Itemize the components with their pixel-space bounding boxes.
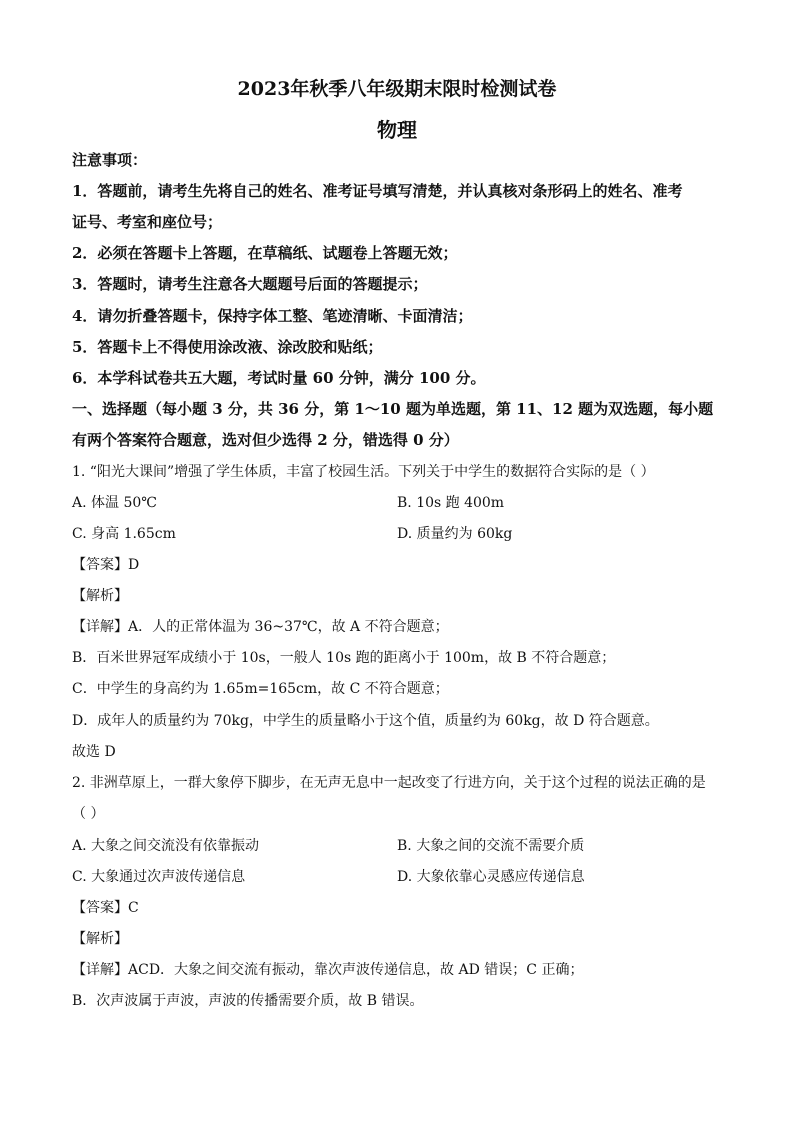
notice-item-1b: 证号、考室和座位号；	[72, 213, 223, 231]
question-1-detail-4: D．成年人的质量约为 70kg，中学生的质量略小于这个值，质量约为 60kg，故 D 符合题意。	[72, 713, 659, 729]
question-2-option-c: C. 大象通过次声波传递信息	[72, 869, 246, 885]
notice-item-3: 3．答题时，请考生注意各大题题号后面的答题提示；	[72, 275, 428, 293]
question-2-analysis-label: 【解析】	[72, 931, 128, 947]
question-2-answer: 【答案】C	[72, 900, 139, 916]
notice-item-6: 6．本学科试卷共五大题，考试时量 60 分钟，满分 100 分。	[72, 369, 486, 387]
question-1-answer: 【答案】D	[72, 557, 140, 573]
exam-title: 2023年秋季八年级期末限时检测试卷	[237, 78, 557, 100]
question-1-detail-2: B．百米世界冠军成绩小于 10s，一般人 10s 跑的距离小于 100m，故 B 不符合题意；	[72, 650, 616, 666]
question-2-option-b: B. 大象之间的交流不需要介质	[397, 838, 585, 854]
question-1-detail-1: 【详解】A．人的正常体温为 36~37℃，故 A 不符合题意；	[72, 619, 449, 635]
question-1-option-b: B. 10s 跑 400m	[397, 495, 505, 511]
question-2-stem-line-2: （ ）	[72, 806, 105, 822]
section-1-heading-line-2: 有两个答案符合题意，选对但少选得 2 分，错选得 0 分）	[72, 431, 459, 449]
question-2-detail-1: 【详解】ACD．大象之间交流有振动，靠次声波传递信息，故 AD 错误；C 正确；	[72, 962, 584, 978]
notice-item-1a: 1．答题前，请考生先将自己的姓名、准考证号填写清楚，并认真核对条形码上的姓名、准考	[72, 182, 683, 200]
question-2-stem-line-1: 2. 非洲草原上，一群大象停下脚步，在无声无息中一起改变了行进方向，关于这个过程的说法正确的是	[72, 775, 706, 791]
question-1-option-c: C. 身高 1.65cm	[72, 526, 176, 542]
question-1-option-a: A. 体温 50℃	[72, 495, 157, 511]
notice-item-2: 2．必须在答题卡上答题，在草稿纸、试题卷上答题无效；	[72, 244, 458, 262]
notice-item-5: 5．答题卡上不得使用涂改液、涂改胶和贴纸；	[72, 338, 383, 356]
question-2-detail-2: B．次声波属于声波，声波的传播需要介质，故 B 错误。	[72, 993, 424, 1009]
question-1-analysis-label: 【解析】	[72, 588, 128, 604]
notice-item-4: 4．请勿折叠答题卡，保持字体工整、笔迹清晰、卡面清洁；	[72, 307, 473, 325]
question-1-conclusion: 故选 D	[72, 744, 116, 760]
question-1-detail-3: C．中学生的身高约为 1.65m=165cm，故 C 不符合题意；	[72, 681, 449, 697]
subject-title: 物理	[377, 118, 417, 142]
question-2-option-d: D. 大象依靠心灵感应传递信息	[397, 869, 585, 885]
question-1-option-d: D. 质量约为 60kg	[397, 526, 513, 542]
question-2-option-a: A. 大象之间交流没有依靠振动	[72, 838, 260, 854]
section-1-heading-line-1: 一、选择题（每小题 3 分，共 36 分，第 1～10 题为单选题，第 11、12 题为双选题，每小题	[72, 400, 714, 418]
question-1-stem: 1. “阳光大课间”增强了学生体质，丰富了校园生活。下列关于中学生的数据符合实际的是（ ）	[72, 464, 655, 480]
notice-heading: 注意事项：	[72, 151, 148, 169]
